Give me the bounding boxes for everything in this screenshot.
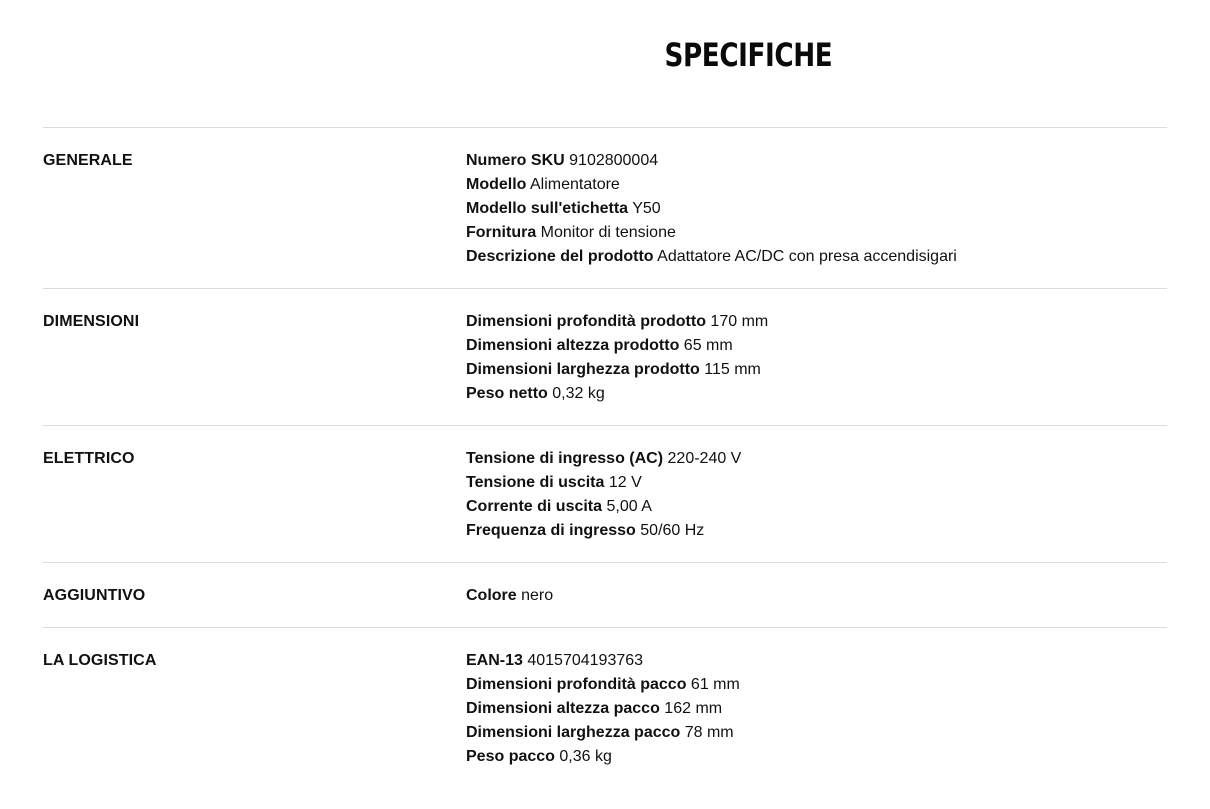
spec-value: 5,00 A: [606, 498, 652, 515]
spec-item: [466, 310, 1167, 334]
spec-value: nero: [521, 587, 554, 604]
spec-value: 115 mm: [704, 361, 761, 378]
spec-label: Modello: [466, 176, 527, 193]
spec-label: Dimensioni larghezza pacco: [466, 724, 681, 741]
spec-item: [466, 495, 1167, 519]
spec-label: Tensione di ingresso (AC): [466, 450, 664, 467]
spec-label: Peso netto: [466, 385, 548, 402]
spec-value: Monitor di tensione: [540, 224, 676, 241]
spec-label: Colore: [466, 587, 517, 604]
spec-section-aggiuntivo: [43, 562, 1167, 627]
spec-item: [466, 584, 1167, 608]
spec-value: 220-240 V: [667, 450, 742, 467]
spec-table: [43, 127, 1167, 788]
spec-item: [466, 697, 1167, 721]
spec-value: 61 mm: [690, 676, 740, 693]
spec-label: Modello sull'etichetta: [466, 200, 629, 217]
spec-label: Tensione di uscita: [466, 474, 605, 491]
section-title: GENERALE: [43, 152, 133, 169]
spec-list: [466, 447, 1167, 543]
spec-list: [466, 149, 1167, 269]
spec-item: [466, 173, 1167, 197]
spec-label: Corrente di uscita: [466, 498, 603, 515]
spec-value: 78 mm: [684, 724, 734, 741]
spec-label: Descrizione del prodotto: [466, 248, 654, 265]
spec-item: [466, 358, 1167, 382]
page-title: SPECIFICHE: [664, 36, 833, 74]
spec-item: [466, 382, 1167, 406]
spec-label: Fornitura: [466, 224, 537, 241]
spec-section-dimensioni: [43, 288, 1167, 425]
spec-label: Dimensioni profondità prodotto: [466, 313, 706, 330]
spec-item: [466, 197, 1167, 221]
spec-label: Numero SKU: [466, 152, 565, 169]
spec-item: [466, 519, 1167, 543]
spec-value: Alimentatore: [530, 176, 620, 193]
spec-label: Dimensioni larghezza prodotto: [466, 361, 700, 378]
spec-list: [466, 649, 1167, 769]
spec-section-generale: [43, 127, 1167, 288]
spec-value: Adattatore AC/DC con presa accendisigari: [657, 248, 957, 265]
spec-item: [466, 245, 1167, 269]
spec-item: [466, 471, 1167, 495]
spec-value: 4015704193763: [527, 652, 644, 669]
spec-label: EAN-13: [466, 652, 523, 669]
spec-section-elettrico: [43, 425, 1167, 562]
spec-value: 0,32 kg: [552, 385, 605, 402]
spec-item: [466, 673, 1167, 697]
spec-value: 162 mm: [664, 700, 723, 717]
spec-item: [466, 649, 1167, 673]
spec-item: [466, 221, 1167, 245]
spec-label: Dimensioni altezza prodotto: [466, 337, 680, 354]
spec-value: 12 V: [608, 474, 642, 491]
section-title: DIMENSIONI: [43, 313, 140, 330]
spec-item: [466, 149, 1167, 173]
spec-value: 65 mm: [683, 337, 733, 354]
spec-item: [466, 447, 1167, 471]
spec-label: Peso pacco: [466, 748, 555, 765]
spec-value: Y50: [632, 200, 661, 217]
section-title: ELETTRICO: [43, 450, 135, 467]
spec-section-la-logistica: [43, 627, 1167, 788]
spec-label: Frequenza di ingresso: [466, 522, 636, 539]
spec-list: [466, 310, 1167, 406]
spec-value: 0,36 kg: [559, 748, 612, 765]
spec-label: Dimensioni altezza pacco: [466, 700, 660, 717]
spec-list: [466, 584, 1167, 608]
spec-value: 9102800004: [569, 152, 659, 169]
section-title: AGGIUNTIVO: [43, 587, 146, 604]
spec-label: Dimensioni profondità pacco: [466, 676, 687, 693]
spec-value: 50/60 Hz: [640, 522, 705, 539]
spec-value: 170 mm: [710, 313, 769, 330]
spec-item: [466, 334, 1167, 358]
section-title: LA LOGISTICA: [43, 652, 157, 669]
spec-item: [466, 721, 1167, 745]
spec-item: [466, 745, 1167, 769]
